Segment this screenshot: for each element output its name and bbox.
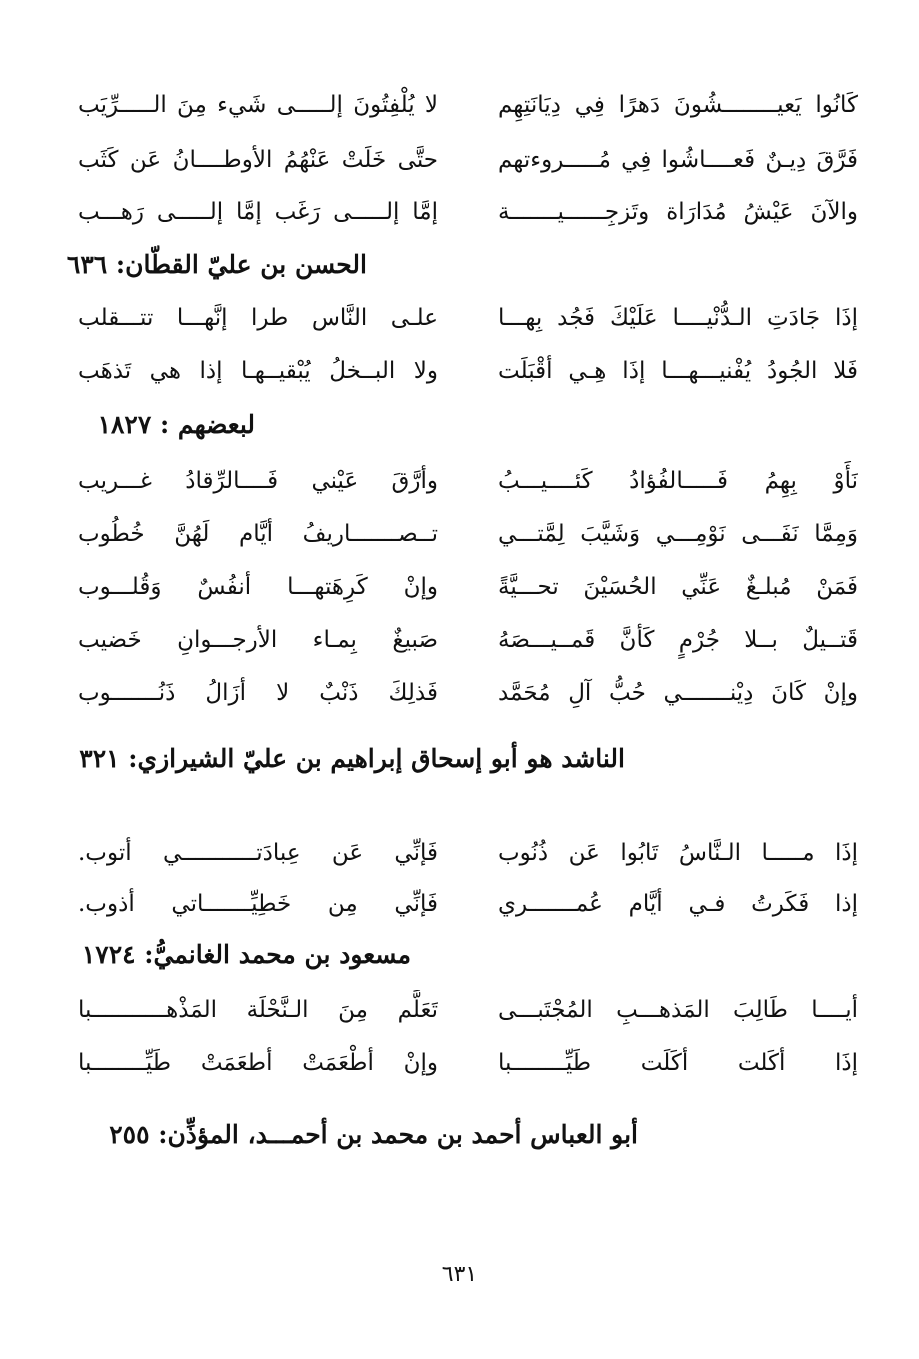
verse-right-hemistich: إذَا جَادَتِ الـدُّنْيــــا عَلَيْكَ فَجُد بِهـــا: [498, 305, 858, 331]
verse-left-hemistich: فَذلِكَ ذَنْبٌ لا أزَالُ ذَنُـــــــوب: [78, 680, 438, 706]
verse-left-hemistich: لا يُلْفِتُونَ إلـــــى شَيء مِنَ الـــــرِّيَب: [78, 92, 438, 118]
verse-line: [78, 85, 858, 125]
poet-heading: الناشد هو أبو إسحاق إبراهيم بن عليّ الشيرازي: ٣٢١: [79, 744, 625, 773]
verse-right-hemistich: فَلا الجُودُ يُفْنيـــهـــا إذَا هِـي أقْبَلَت: [498, 358, 858, 384]
verse-left-hemistich: فَإنِّي عَن عِبادَتـــــــــــي أتوب.: [78, 840, 438, 866]
verse-line: [78, 673, 858, 713]
verse-line: [78, 884, 858, 924]
poet-heading: مسعود بن محمد الغانميُّ: ١٧٢٤: [81, 940, 411, 969]
verse-right-hemistich: قَتــيلٌ بــلا جُرْمٍ كَأنَّ قَمــيـــصَهُ: [498, 627, 858, 653]
poet-heading: أبو العباس أحمد بن محمد بن أحمـــد، المؤذِّن: ٢٥٥: [109, 1120, 638, 1149]
poet-heading: الحسن بن عليّ القطّان: ٦٣٦: [66, 250, 367, 279]
poet-heading: لبعضهم : ١٨٢٧: [97, 410, 255, 439]
verse-right-hemistich: فَمَنْ مُبلـغٌ عَنِّي الحُسَيْنَ تحـــيَّةً: [498, 574, 858, 600]
page-number: ٦٣١: [441, 1262, 478, 1287]
verse-line: [78, 461, 858, 501]
verse-left-hemistich: فَإنِّي مِن خَطِيِّـــــــاتي أذوب.: [78, 891, 438, 917]
verse-right-hemistich: فَرَّقَ دِيـنٌ فَعــــاشُوا فِي مُـــــروءتهم: [498, 147, 858, 173]
verse-right-hemistich: كَانُوا يَعيــــــــشُونَ دَهرًا فِي دِيَانَتِهِم: [498, 92, 858, 118]
verse-right-hemistich: نَأَوْ بِهِمُ فَـــــالفُؤادُ كَئــــيـــبُ: [498, 468, 858, 494]
verse-line: [78, 351, 858, 391]
verse-right-hemistich: إذا فَكَرتُ فـي أيَّام عُمـــــــري: [498, 891, 858, 917]
verse-line: [78, 1043, 858, 1083]
verse-line: [78, 567, 858, 607]
verse-left-hemistich: وأرَّقَ عَيْني فَــــالرِّقادُ غـــريب: [78, 468, 438, 494]
verse-left-hemistich: صَبيغٌ بِمـاء الأرجـــوانِ خَضيب: [78, 627, 438, 653]
verse-left-hemistich: إمَّا إلـــــى رَغَب إمَّا إلـــــى رَهـــب: [78, 199, 438, 225]
verse-left-hemistich: حتَّى خَلَتْ عَنْهُمُ الأوطــــانُ عَن كَثَب: [78, 147, 438, 173]
verse-left-hemistich: تَعَلَّم مِنَ الـنَّحْلَة المَذْهـــــــــــبا: [78, 997, 438, 1023]
verse-right-hemistich: وإنْ كَانَ دِيْنـــــــي حُبُّ آلِ مُحَمَّد: [498, 680, 858, 706]
verse-left-hemistich: وإنْ أطْعَمَتْ أطعَمَتْ طَيِّــــــــبا: [78, 1050, 438, 1076]
verse-line: [78, 833, 858, 873]
verse-right-hemistich: إذَا أكَلت أكَلَت طَيِّــــــــبا: [498, 1050, 858, 1076]
verse-left-hemistich: تــصـــــــاريفُ أيَّام لَهُنَّ خُطُوب: [78, 521, 438, 547]
verse-left-hemistich: وإنْ كَرِهَتهـــا أنفُسٌ وَقُلـــوب: [78, 574, 438, 600]
verse-right-hemistich: والآنَ عَيْشُ مُدَارَاة وتَزجِــــــيـــــــة: [498, 199, 858, 225]
verse-right-hemistich: إذَا مـــــا الـنَّاسُ تَابُوا عَن ذُنُوب: [498, 840, 858, 866]
verse-left-hemistich: ولا البــخلُ يُبْقيــهـا إذا هي تَذهَب: [78, 358, 438, 384]
verse-line: [78, 298, 858, 338]
verse-left-hemistich: علـى النَّاس طرا إنَّهـــا تتـــقلب: [78, 305, 438, 331]
verse-line: [78, 140, 858, 180]
verse-line: [78, 990, 858, 1030]
verse-right-hemistich: أيــــا طَالِبَ المَذهـــبِ المُجْتَبـــى: [498, 997, 858, 1023]
verse-line: [78, 192, 858, 232]
verse-right-hemistich: وَمِمَّا نَفَـــى نَوْمِـــي وَشَيَّبَ لِمَّتـــي: [498, 521, 858, 547]
verse-line: [78, 620, 858, 660]
verse-line: [78, 514, 858, 554]
